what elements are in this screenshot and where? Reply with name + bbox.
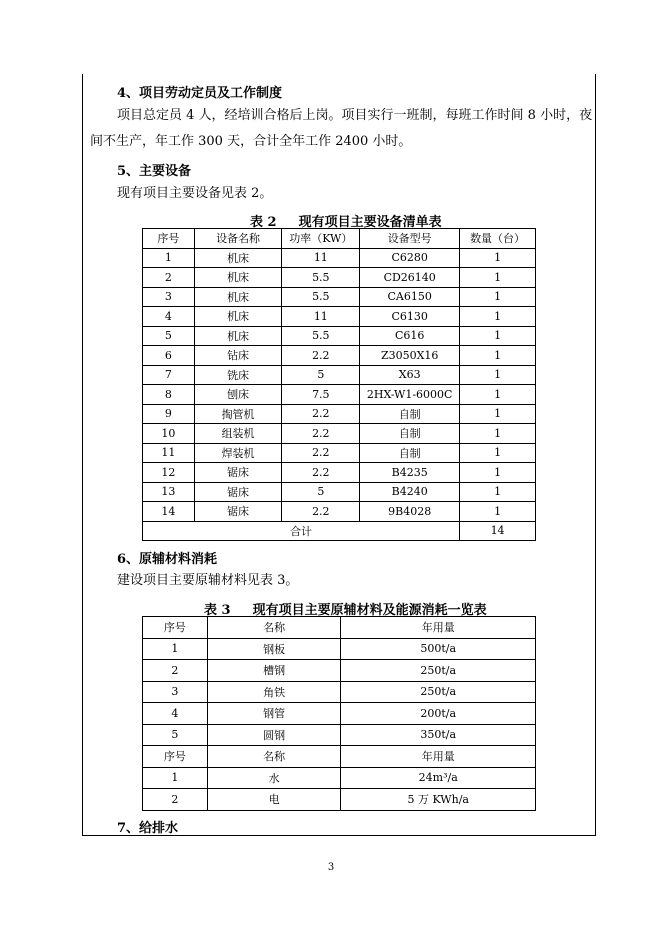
- section5-heading: 5、主要设备: [117, 164, 192, 179]
- table-row: [143, 724, 536, 746]
- table-row: [143, 248, 536, 268]
- table-cell: 铣床: [194, 365, 282, 385]
- column-header: 序号: [143, 746, 208, 768]
- table-cell: 5.5: [282, 287, 360, 307]
- table-cell: 3: [143, 287, 195, 307]
- table-cell: 1: [460, 307, 536, 327]
- table-cell: 1: [143, 248, 195, 268]
- table-cell: 锯床: [194, 502, 282, 522]
- table-cell: 机床: [194, 248, 282, 268]
- section7-heading: 7、给排水: [117, 821, 179, 836]
- table-cell: 2.2: [282, 346, 360, 366]
- table-cell: 1: [460, 443, 536, 463]
- table-cell: 水: [207, 767, 341, 789]
- table3-caption-title: 现有项目主要原辅材料及能源消耗一览表: [252, 603, 487, 618]
- table3-caption-no: 表 3: [204, 603, 231, 618]
- column-header: 年用量: [341, 746, 536, 768]
- table-row: [143, 326, 536, 346]
- table-cell: 1: [460, 404, 536, 424]
- column-header: 序号: [143, 617, 208, 639]
- table-header-row: [143, 746, 536, 768]
- table-cell: 2: [143, 789, 208, 811]
- table-row: [143, 424, 536, 444]
- column-header: 序号: [143, 229, 195, 249]
- table-cell: 5.5: [282, 268, 360, 288]
- table-cell: 机床: [194, 326, 282, 346]
- table-cell: 焊装机: [194, 443, 282, 463]
- table-cell: CA6150: [360, 287, 460, 307]
- table-cell: Z3050X16: [360, 346, 460, 366]
- table-cell: 200t/a: [341, 703, 536, 725]
- table-cell: 刨床: [194, 385, 282, 405]
- table-cell: 1: [460, 463, 536, 483]
- table-cell: 2.2: [282, 502, 360, 522]
- table-row: [143, 660, 536, 682]
- table-row: [143, 638, 536, 660]
- section6-para: 建设项目主要原辅材料见表 3。: [117, 573, 299, 588]
- table-cell: 1: [460, 248, 536, 268]
- table-cell: 电: [207, 789, 341, 811]
- table2-caption-no: 表 2: [250, 215, 277, 230]
- table-cell: 5 万 KWh/a: [341, 789, 536, 811]
- table-total-row: [143, 521, 536, 541]
- table-cell: 7.5: [282, 385, 360, 405]
- table-cell: 掏管机: [194, 404, 282, 424]
- table-cell: 3: [143, 681, 208, 703]
- table-cell: 角铁: [207, 681, 341, 703]
- table-cell: CD26140: [360, 268, 460, 288]
- table-row: [143, 767, 536, 789]
- table-cell: 6: [143, 346, 195, 366]
- section4-para-line2: 间不生产，年工作 300 天，合计全年工作 2400 小时。: [90, 134, 412, 149]
- total-label: 合计: [143, 521, 460, 541]
- table-cell: 4: [143, 703, 208, 725]
- table-cell: 2.2: [282, 463, 360, 483]
- section4-para-line1: 项目总定员 4 人，经培训合格后上岗。项目实行一班制，每班工作时间 8 小时，夜: [117, 108, 593, 123]
- table-cell: 钻床: [194, 346, 282, 366]
- table-row: [143, 268, 536, 288]
- table-cell: 2: [143, 268, 195, 288]
- table-row: [143, 404, 536, 424]
- table-cell: 锯床: [194, 482, 282, 502]
- table-cell: 14: [143, 502, 195, 522]
- table-cell: 250t/a: [341, 681, 536, 703]
- table-header-row: [143, 229, 536, 249]
- table-row: [143, 463, 536, 483]
- table-cell: 1: [460, 268, 536, 288]
- table-cell: 1: [460, 346, 536, 366]
- table-cell: 1: [460, 482, 536, 502]
- column-header: 设备名称: [194, 229, 282, 249]
- table-cell: 1: [143, 638, 208, 660]
- table-row: [143, 346, 536, 366]
- table-header-row: [143, 617, 536, 639]
- table-cell: 2HX-W1-6000C: [360, 385, 460, 405]
- table-cell: 自制: [360, 443, 460, 463]
- table-row: [143, 789, 536, 811]
- column-header: 名称: [207, 746, 341, 768]
- table-cell: 圆钢: [207, 724, 341, 746]
- table-cell: 组装机: [194, 424, 282, 444]
- column-header: 设备型号: [360, 229, 460, 249]
- table-cell: 锯床: [194, 463, 282, 483]
- table-cell: B4235: [360, 463, 460, 483]
- table-cell: 9: [143, 404, 195, 424]
- column-header: 年用量: [341, 617, 536, 639]
- table-cell: 槽钢: [207, 660, 341, 682]
- table-cell: 钢板: [207, 638, 341, 660]
- table-row: [143, 365, 536, 385]
- table-cell: 10: [143, 424, 195, 444]
- table-cell: 5.5: [282, 326, 360, 346]
- table-cell: 1: [460, 424, 536, 444]
- table-row: [143, 307, 536, 327]
- table-cell: 5: [282, 365, 360, 385]
- table-row: [143, 385, 536, 405]
- table-cell: 机床: [194, 287, 282, 307]
- table-cell: 2.2: [282, 404, 360, 424]
- table-row: [143, 681, 536, 703]
- table-cell: 350t/a: [341, 724, 536, 746]
- column-header: 数量（台）: [460, 229, 536, 249]
- table-cell: 5: [143, 326, 195, 346]
- table-cell: 500t/a: [341, 638, 536, 660]
- table-cell: 2.2: [282, 443, 360, 463]
- table-cell: 1: [460, 326, 536, 346]
- column-header: 名称: [207, 617, 341, 639]
- page-number: 3: [327, 862, 335, 873]
- table-cell: 自制: [360, 424, 460, 444]
- section4-heading: 4、项目劳动定员及工作制度: [117, 86, 283, 101]
- table-row: [143, 703, 536, 725]
- table-cell: 机床: [194, 268, 282, 288]
- table-cell: C616: [360, 326, 460, 346]
- table-cell: 24m³/a: [341, 767, 536, 789]
- table-cell: X63: [360, 365, 460, 385]
- table-row: [143, 287, 536, 307]
- table-cell: 11: [282, 248, 360, 268]
- equipment-table: [142, 228, 536, 541]
- table-cell: 钢管: [207, 703, 341, 725]
- table-cell: 1: [460, 502, 536, 522]
- section6-heading: 6、原辅材料消耗: [117, 552, 218, 567]
- table2-caption-title: 现有项目主要设备清单表: [298, 215, 442, 230]
- table-cell: 1: [460, 365, 536, 385]
- table-cell: 5: [143, 724, 208, 746]
- materials-table: [142, 616, 536, 811]
- table-cell: 2: [143, 660, 208, 682]
- table-row: [143, 443, 536, 463]
- table-cell: 2.2: [282, 424, 360, 444]
- table-cell: 1: [460, 385, 536, 405]
- table-row: [143, 502, 536, 522]
- table-cell: 13: [143, 482, 195, 502]
- table-cell: 250t/a: [341, 660, 536, 682]
- table-cell: 4: [143, 307, 195, 327]
- table-cell: 11: [143, 443, 195, 463]
- table-cell: 机床: [194, 307, 282, 327]
- table-cell: 11: [282, 307, 360, 327]
- table-cell: 1: [143, 767, 208, 789]
- column-header: 功率（KW）: [282, 229, 360, 249]
- table-cell: B4240: [360, 482, 460, 502]
- table-cell: C6280: [360, 248, 460, 268]
- table-cell: 1: [460, 287, 536, 307]
- total-value: 14: [460, 521, 536, 541]
- table-row: [143, 482, 536, 502]
- table-cell: C6130: [360, 307, 460, 327]
- table-cell: 自制: [360, 404, 460, 424]
- section5-para: 现有项目主要设备见表 2。: [117, 186, 273, 201]
- table-cell: 9B4028: [360, 502, 460, 522]
- table-cell: 8: [143, 385, 195, 405]
- table-cell: 12: [143, 463, 195, 483]
- table-cell: 7: [143, 365, 195, 385]
- table-cell: 5: [282, 482, 360, 502]
